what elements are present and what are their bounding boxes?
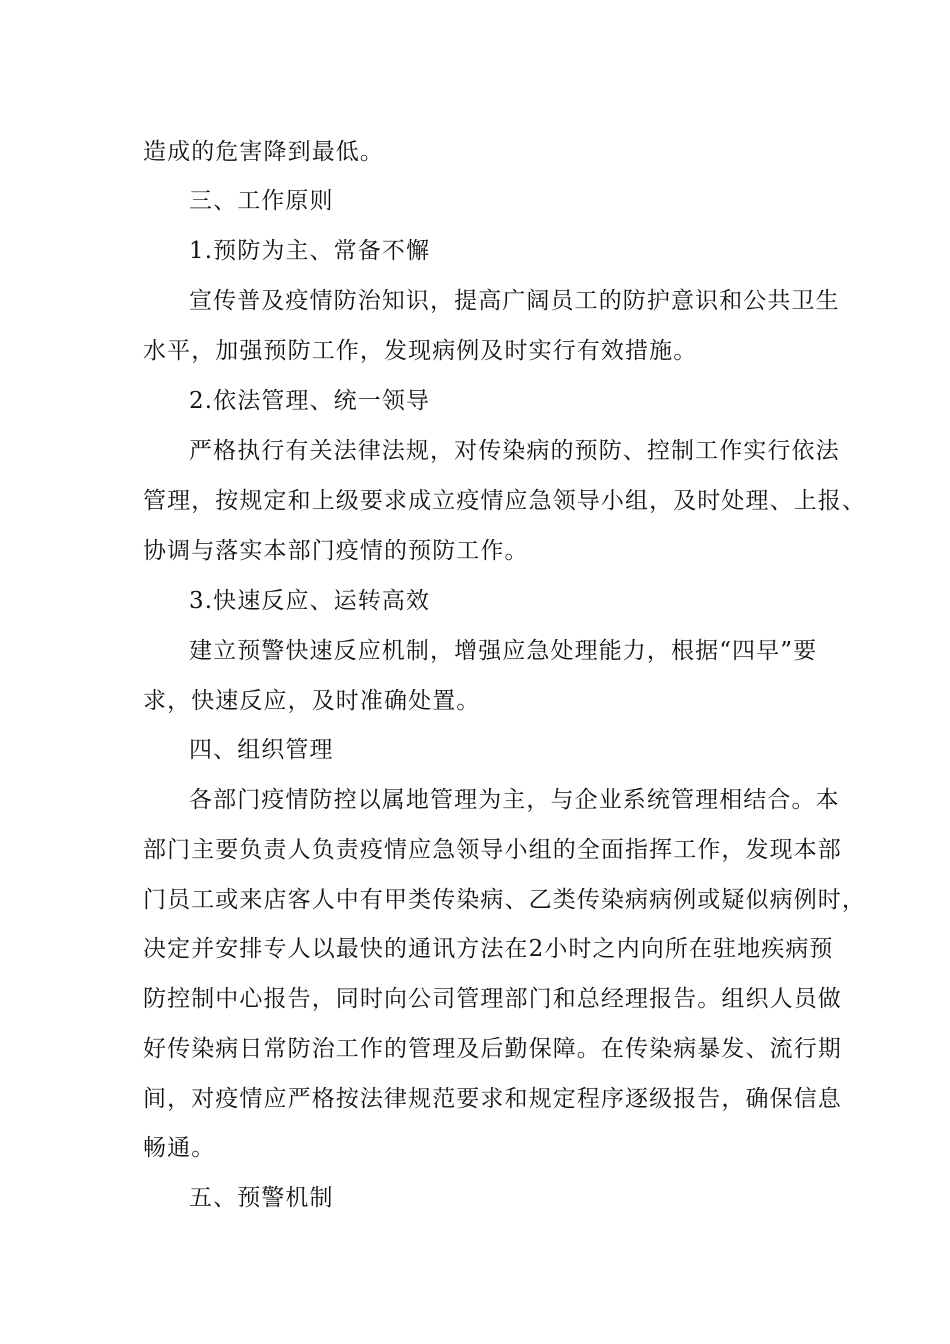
subsection-heading: 2.依法管理、统一领导 (189, 388, 431, 414)
paragraph-line: 决定并安排专人以最快的通讯方法在2小时之内向所在驻地疾病预 (143, 936, 834, 962)
section-heading: 三、工作原则 (189, 188, 334, 214)
paragraph-line: 严格执行有关法律法规，对传染病的预防、控制工作实行依法 (189, 438, 840, 464)
paragraph-line: 求，快速反应，及时准确处置。 (143, 688, 481, 714)
paragraph-line: 管理，按规定和上级要求成立疫情应急领导小组，及时处理、上报、 (143, 488, 866, 514)
paragraph-line: 门员工或来店客人中有甲类传染病、乙类传染病病例或疑似病例时， (143, 887, 866, 913)
paragraph-line: 造成的危害降到最低。 (143, 139, 384, 165)
paragraph-line: 各部门疫情防控以属地管理为主，与企业系统管理相结合。本 (189, 787, 840, 813)
paragraph-line: 协调与落实本部门疫情的预防工作。 (143, 538, 529, 564)
paragraph-line: 间，对疫情应严格按法律规范要求和规定程序逐级报告，确保信息 (143, 1086, 842, 1112)
subsection-heading: 1.预防为主、常备不懈 (189, 238, 431, 264)
section-heading: 四、组织管理 (189, 737, 334, 763)
paragraph-line: 建立预警快速反应机制，增强应急处理能力，根据“四早”要 (189, 638, 818, 664)
paragraph-line: 畅通。 (143, 1135, 216, 1161)
section-heading: 五、预警机制 (189, 1185, 334, 1211)
paragraph-line: 好传染病日常防治工作的管理及后勤保障。在传染病暴发、流行期 (143, 1036, 842, 1062)
paragraph-line: 宣传普及疫情防治知识，提高广阔员工的防护意识和公共卫生 (189, 288, 840, 314)
paragraph-line: 水平，加强预防工作，发现病例及时实行有效措施。 (143, 338, 698, 364)
paragraph-line: 部门主要负责人负责疫情应急领导小组的全面指挥工作，发现本部 (143, 837, 842, 863)
subsection-heading: 3.快速反应、运转高效 (189, 588, 431, 614)
paragraph-line: 防控制中心报告，同时向公司管理部门和总经理报告。组织人员做 (143, 986, 842, 1012)
